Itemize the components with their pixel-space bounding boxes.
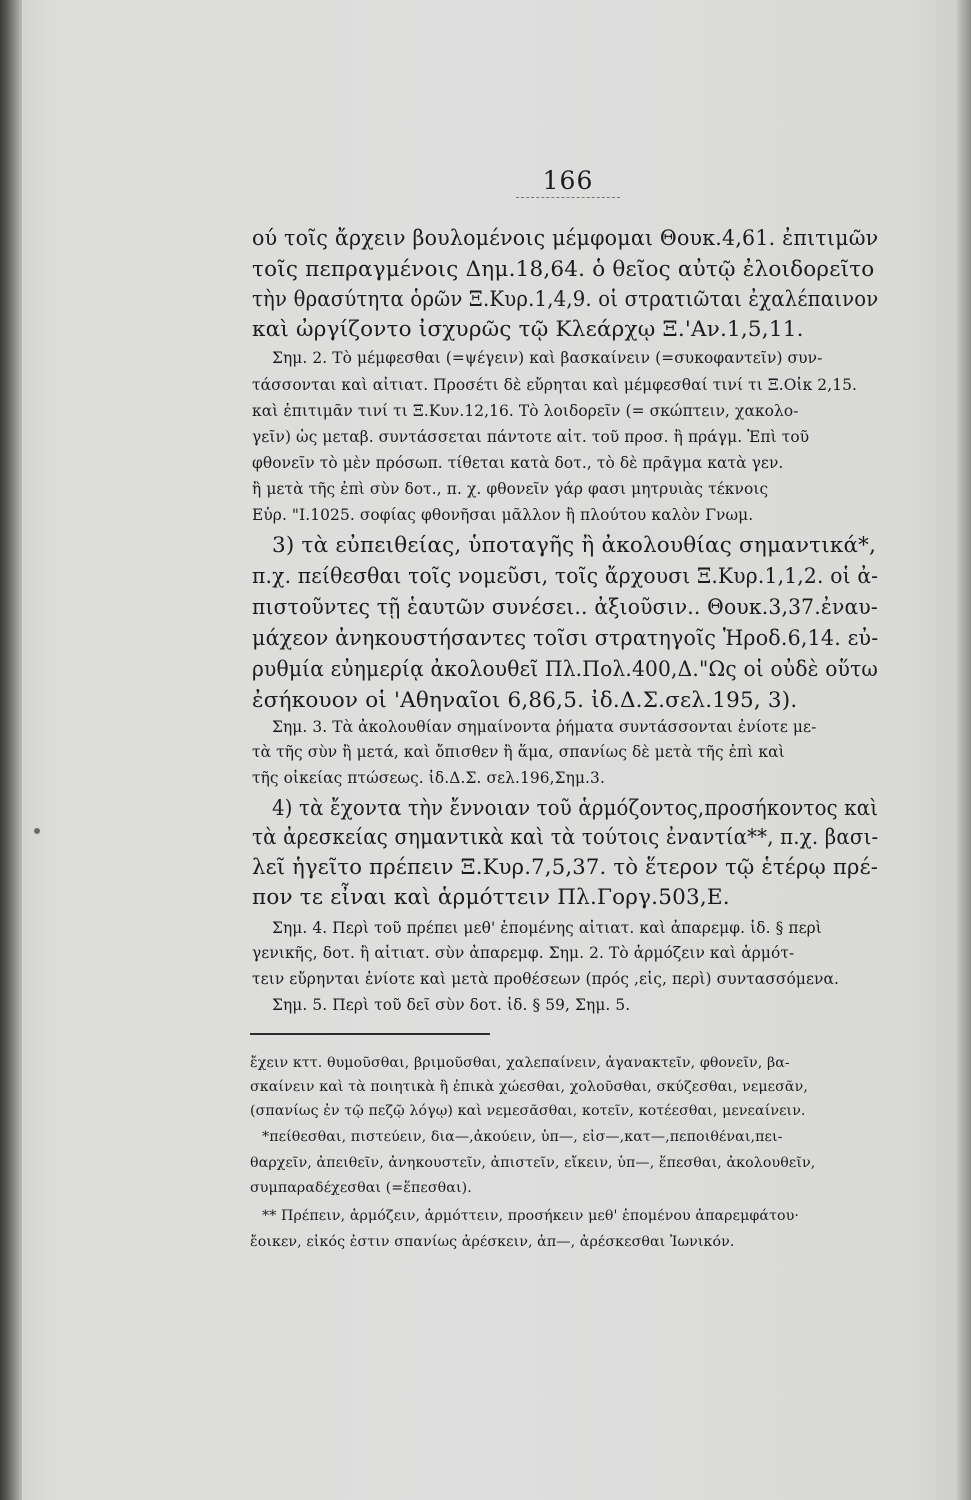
note-line: τάσσονται καὶ αἰτιατ. Προσέτι δὲ εὔρηται καὶ μέμφεσθαί τινί τι Ξ.Οἰκ 2,15. [252, 376, 857, 394]
page-number: 166 [542, 166, 594, 195]
page-right-edge-shadow [957, 0, 971, 1500]
note-line: φθονεῖν τὸ μὲν πρόσωπ. τίθεται κατὰ δοτ., τὸ δὲ πρᾶγμα κατὰ γεν. [252, 454, 784, 472]
footnote-line: σκαίνειν καὶ τὰ ποιητικὰ ἢ ἐπικὰ χώεσθαι, χολοῦσθαι, σκύζεσθαι, νεμεσᾶν, [250, 1079, 808, 1095]
margin-dot [34, 828, 40, 834]
note-line: ἢ μετὰ τῆς ἐπὶ σὺν δοτ., π. χ. φθονεῖν γάρ φασι μητρυιὰς τέκνοις [252, 480, 769, 498]
note-line: καὶ ἐπιτιμᾶν τινί τι Ξ.Κυν.12,16. Τὸ λοιδορεῖν (= σκώπτειν, χακολο- [252, 402, 799, 420]
text-line: τὰ ἀρεσκείας σημαντικὰ καὶ τὰ τούτοις ἐναντία**, π.χ. βασι- [252, 825, 879, 850]
note-line: Σημ. 3. Τὰ ἀκολουθίαν σημαίνοντα ῥήματα συντάσσονται ἐνίοτε με- [272, 718, 817, 736]
page-number-rule [516, 197, 620, 198]
footnote-line: (σπανίως ἐν τῷ πεζῷ λόγῳ) καὶ νεμεσᾶσθαι, κοτεῖν, κοτέεσθαι, μενεαίνειν. [250, 1103, 806, 1119]
footnote-line: ** Πρέπειν, ἁρμόζειν, ἁρμόττειν, προσήκειν μεθ' ἑπομένου ἀπαρεμφάτου· [262, 1208, 800, 1224]
note-line: Εὐρ. "Ι.1025. σοφίας φθονῆσαι μᾶλλον ἢ πλούτου καλὸν Γνωμ. [252, 506, 754, 524]
note-line: τὰ τῆς σὺν ἢ μετά, καὶ ὄπισθεν ἢ ἅμα, σπανίως δὲ μετὰ τῆς ἐπὶ καὶ [252, 743, 785, 761]
note-line: τειν εὔρηνται ἐνίοτε καὶ μετὰ προθέσεων (πρός ,εἰς, περὶ) συντασσόμενα. [252, 970, 839, 988]
footnote-line: *πείθεσθαι, πιστεύειν, δια—,ἀκούειν, ὑπ—, εἰσ—,κατ—,πεποιθέναι,πει- [262, 1129, 783, 1145]
text-line: ρυθμία εὐημερίᾳ ἀκολουθεῖ Πλ.Πολ.400,Δ."Ως οἱ οὐδὲ οὕτω [252, 657, 879, 682]
text-line: καὶ ὠργίζοντο ἰσχυρῶς τῷ Κλεάρχῳ Ξ.'Αν.1,5,11. [252, 317, 804, 342]
text-line: π.χ. πείθεσθαι τοῖς νομεῦσι, τοῖς ἄρχουσι Ξ.Κυρ.1,1,2. οἱ ἀ- [252, 564, 879, 589]
text-line: πον τε εἶναι καὶ ἁρμόττειν Πλ.Γοργ.503,Ε. [252, 885, 730, 910]
footnote-separator [250, 1033, 490, 1035]
text-line: πιστοῦντες τῇ ἑαυτῶν συνέσει.. ἀξιοῦσιν.. Θουκ.3,37.ἐναυ- [252, 595, 878, 620]
text-line: ἐσήκουον οἱ 'Αθηναῖοι 6,86,5. ἰδ.Δ.Σ.σελ.195, 3). [252, 688, 798, 713]
text-line: 3) τὰ εὐπειθείας, ὑποταγῆς ἢ ἀκολουθίας σημαντικά*, [272, 533, 877, 558]
note-line: γενικῆς, δοτ. ἢ αἰτιατ. σὺν ἀπαρεμφ. Σημ. 2. Τὸ ἁρμόζειν καὶ ἁρμότ- [252, 944, 795, 962]
note-line: τῆς οἰκείας πτώσεως. ἰδ.Δ.Σ. σελ.196,Σημ.3. [252, 769, 605, 787]
text-line: μάχεον ἀνηκουστήσαντες τοῖσι στρατηγοῖς Ἡροδ.6,14. εὐ- [252, 626, 879, 651]
footnote-line: ἔοικεν, εἰκός ἐστιν σπανίως ἀρέσκειν, ἀπ—, ἀρέσκεσθαι Ἰωνικόν. [250, 1234, 735, 1250]
note-line: γεῖν) ὡς μεταβ. συντάσσεται πάντοτε αἰτ. τοῦ προσ. ἢ πράγμ. Ἐπὶ τοῦ [252, 428, 810, 446]
text-line: 4) τὰ ἔχοντα τὴν ἔννοιαν τοῦ ἁρμόζοντος,προσήκοντος καὶ [272, 796, 879, 821]
note-line: Σημ. 4. Περὶ τοῦ πρέπει μεθ' ἑπομένης αἰτιατ. καὶ ἀπαρεμφ. ἰδ. § περὶ [272, 919, 822, 937]
text-line: τοῖς πεπραγμένοις Δημ.18,64. ὁ θεῖος αὐτῷ ἐλοιδορεῖτο [252, 257, 875, 282]
footnote-line: ἔχειν κττ. θυμοῦσθαι, βριμοῦσθαι, χαλεπαίνειν, ἀγανακτεῖν, φθονεῖν, βα- [250, 1055, 790, 1071]
page-left-edge-shadow [0, 0, 22, 1500]
note-line: Σημ. 2. Τὸ μέμφεσθαι (=ψέγειν) καὶ βασκαίνειν (=συκοφαντεῖν) συν- [272, 349, 823, 367]
footnote-line: συμπαραδέχεσθαι (=ἕπεσθαι). [250, 1180, 472, 1196]
text-line: λεῖ ἡγεῖτο πρέπειν Ξ.Κυρ.7,5,37. τὸ ἕτερον τῷ ἑτέρῳ πρέ- [252, 855, 879, 880]
text-line: τὴν θρασύτητα ὁρῶν Ξ.Κυρ.1,4,9. οἱ στρατιῶται ἐχαλέπαινον [252, 287, 879, 312]
text-line: ού τοῖς ἄρχειν βουλομένοις μέμφομαι Θουκ.4,61. ἐπιτιμῶν [252, 226, 879, 251]
note-line: Σημ. 5. Περὶ τοῦ δεῖ σὺν δοτ. ἰδ. § 59, Σημ. 5. [272, 996, 631, 1014]
footnote-line: θαρχεῖν, ἀπειθεῖν, ἀνηκουστεῖν, ἀπιστεῖν, εἴκειν, ὑπ—, ἕπεσθαι, ἀκολουθεῖν, [250, 1155, 816, 1171]
